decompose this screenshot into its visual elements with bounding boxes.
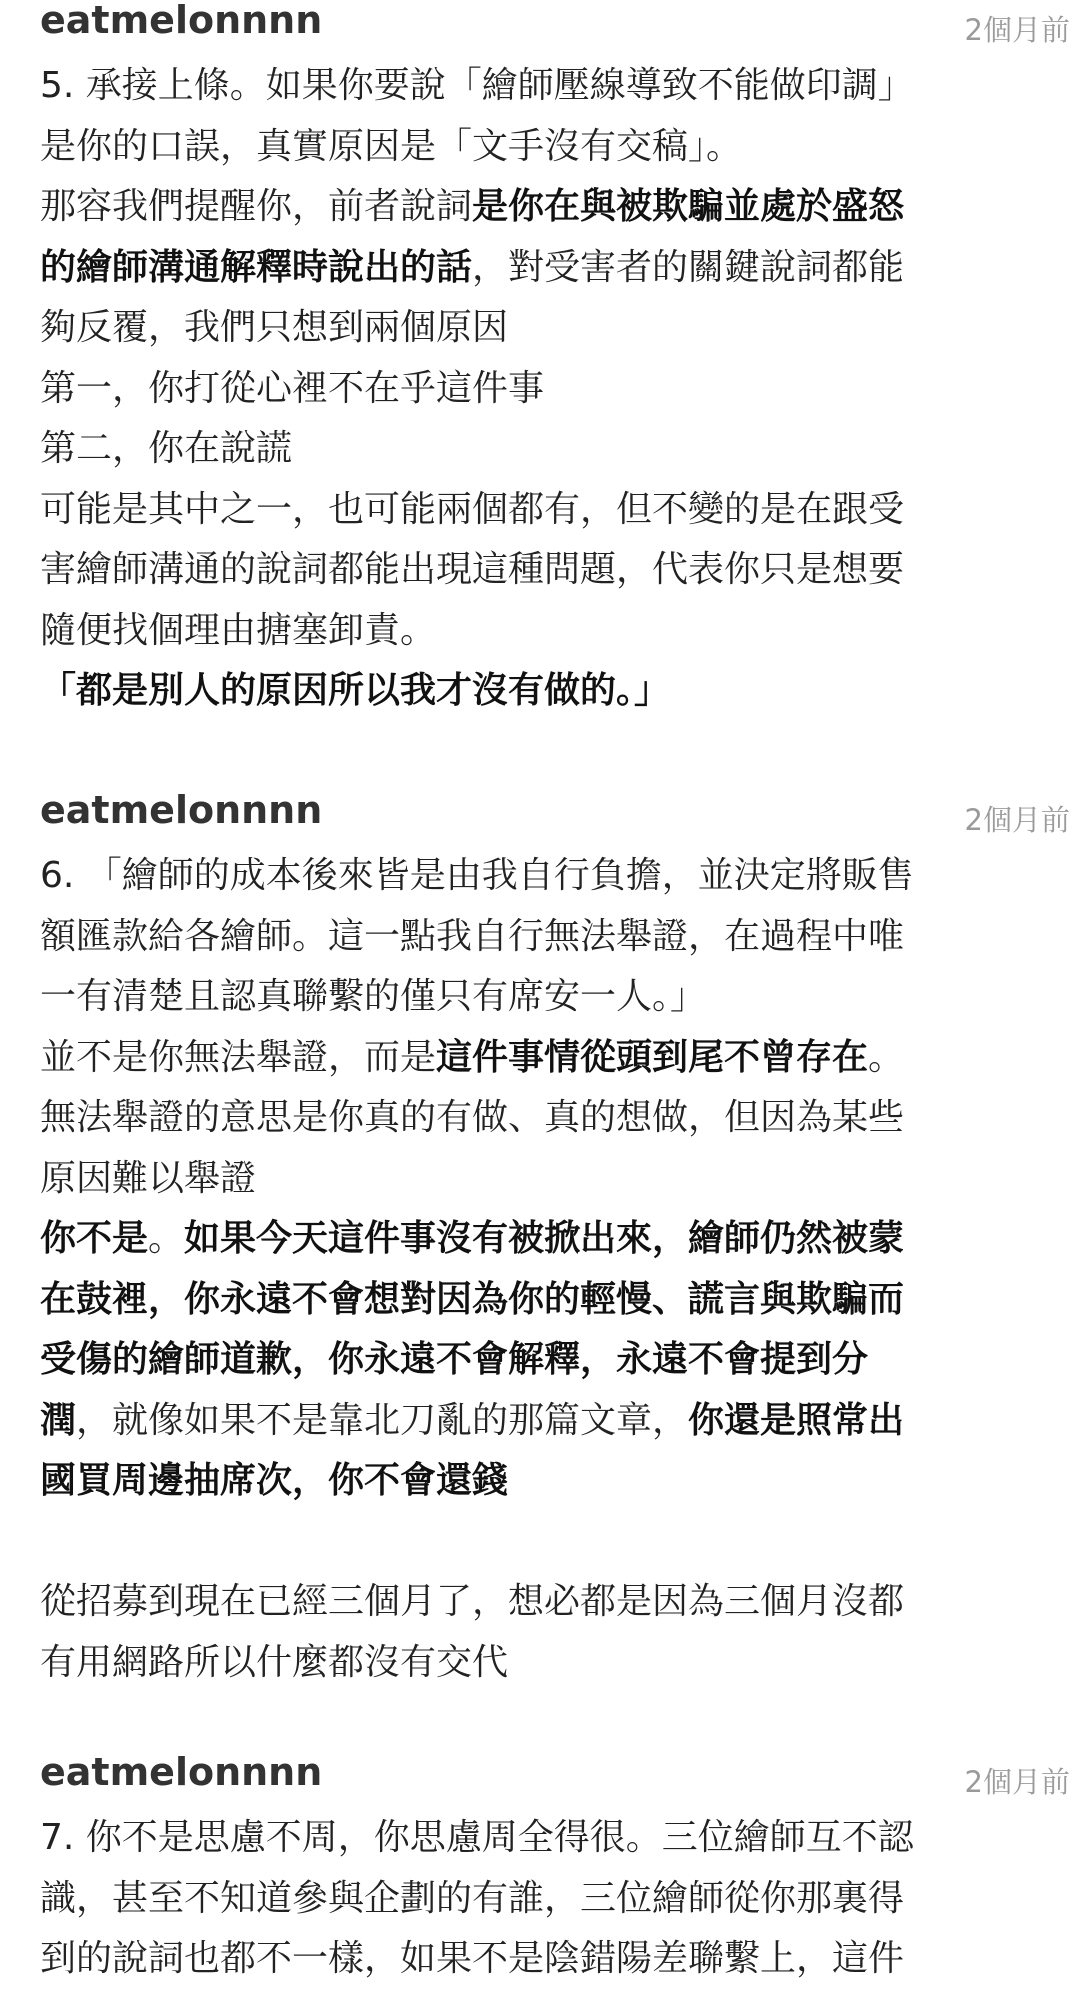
bold-text: 受傷的繪師道歉，你永遠不會解釋，永遠不會提到分 [40, 1339, 869, 1380]
bold-text: 你不是 [40, 1218, 149, 1259]
comment-text: 有用網路所以什麼都沒有交代 [40, 1641, 509, 1683]
comment-text: 5. 承接上條。如果你要說「繪師壓線導致不能做印調」 [40, 65, 914, 106]
comment-text: 從招募到現在已經三個月了，想必都是因為三個月沒都 [40, 1581, 905, 1622]
comment-line [40, 1808, 1040, 1869]
comment-body [0, 56, 1080, 722]
comment-line [40, 661, 1040, 722]
username-link[interactable]: eatmelonnnn [40, 1750, 323, 1794]
comment-text: ，就像如果不是靠北刀亂的那篇文章， [76, 1399, 689, 1441]
comment-post [0, 1752, 1080, 1990]
comment-text: 並不是你無法舉證，而是 [40, 1036, 437, 1078]
comment-text: 是你的口誤，真實原因是「文手沒有交稿」。 [40, 125, 743, 167]
comment-text: 7. 你不是思慮不周，你思慮周全得很。三位繪師互不認 [40, 1817, 914, 1858]
comment-post [0, 790, 1080, 1693]
bold-text: 國買周邊抽席次，你不會還錢 [40, 1460, 509, 1501]
comment-header [0, 0, 1080, 47]
username-link[interactable]: eatmelonnnn [40, 0, 323, 42]
comment-line [40, 298, 1040, 359]
comment-text: 一有清楚且認真聯繫的僅只有席安一人。」 [40, 976, 707, 1017]
comment-post [0, 0, 1080, 722]
comment-text: 。 [148, 1218, 185, 1259]
comment-line [40, 967, 1040, 1028]
comment-line [40, 359, 1040, 420]
bold-text: 如果今天這件事沒有被掀出來，繪師仍然被蒙 [184, 1218, 905, 1259]
comment-line [40, 56, 1040, 117]
comment-text: 無法舉證的意思是你真的有做、真的想做，但因為某些 [40, 1097, 905, 1138]
comment-header [0, 788, 1080, 837]
comment-line [40, 1869, 1040, 1930]
comment-text: 原因難以舉證 [40, 1157, 257, 1199]
comment-line [40, 1633, 1040, 1694]
comment-header [0, 1750, 1080, 1799]
bold-text: 這件事情從頭到尾不曾存在 [436, 1036, 869, 1078]
comment-line [40, 1209, 1040, 1270]
comment-line [40, 1330, 1040, 1391]
bold-text: 是你在與被欺騙並處於盛怒 [472, 186, 905, 227]
comment-body [0, 1808, 1080, 1990]
comment-text: 額匯款給各繪師。這一點我自行無法舉證，在過程中唯 [40, 915, 905, 957]
paragraph-gap [40, 1512, 1040, 1573]
bold-text: 潤 [40, 1399, 77, 1441]
comment-line [40, 540, 1040, 601]
comment-line [40, 238, 1040, 299]
comment-line [40, 117, 1040, 178]
comment-line [40, 1572, 1040, 1633]
comment-line [40, 1391, 1040, 1452]
comment-line [40, 846, 1040, 907]
comment-text: 6. 「繪師的成本後來皆是由我自行負擔，並決定將販售 [40, 855, 914, 896]
comment-text: 隨便找個理由搪塞卸責。 [40, 609, 437, 651]
comment-body [0, 846, 1080, 1693]
comment-line [40, 1028, 1040, 1089]
comment-line [40, 177, 1040, 238]
post-timestamp: 2個月前 [964, 803, 1070, 837]
comment-text: 識，甚至不知道參與企劃的有誰，三位繪師從你那裏得 [40, 1877, 905, 1919]
bold-text: 你還是照常出 [688, 1399, 905, 1441]
comment-line [40, 1929, 1040, 1990]
post-timestamp: 2個月前 [964, 13, 1070, 47]
comment-line [40, 907, 1040, 968]
comment-text: 第一，你打從心裡不在乎這件事 [40, 367, 545, 409]
bold-text: 「都是別人的原因所以我才沒有做的。」 [40, 670, 671, 711]
comment-text: 害繪師溝通的說詞都能出現這種問題，代表你只是想要 [40, 549, 905, 590]
comment-line [40, 419, 1040, 480]
comment-text: 。 [868, 1036, 905, 1078]
bold-text: 的繪師溝通解釋時說出的話 [40, 246, 473, 288]
comment-text: 那容我們提醒你，前者說詞 [40, 186, 473, 227]
bold-text: 在鼓裡，你永遠不會想對因為你的輕慢、謊言與欺騙而 [40, 1278, 905, 1320]
comment-text: 可能是其中之一，也可能兩個都有，但不變的是在跟受 [40, 488, 905, 530]
comment-line [40, 480, 1040, 541]
comment-line [40, 1088, 1040, 1149]
comment-line [40, 1270, 1040, 1331]
comment-text: 第二，你在說謊 [40, 428, 293, 469]
username-link[interactable]: eatmelonnnn [40, 788, 323, 832]
comment-line [40, 1149, 1040, 1210]
comment-line [40, 1451, 1040, 1512]
post-timestamp: 2個月前 [964, 1765, 1070, 1799]
comment-text: ，對受害者的關鍵說詞都能 [472, 246, 905, 288]
comment-text: 夠反覆，我們只想到兩個原因 [40, 307, 509, 348]
comment-text: 到的說詞也都不一樣，如果不是陰錯陽差聯繫上，這件 [40, 1938, 905, 1979]
comment-line [40, 601, 1040, 662]
